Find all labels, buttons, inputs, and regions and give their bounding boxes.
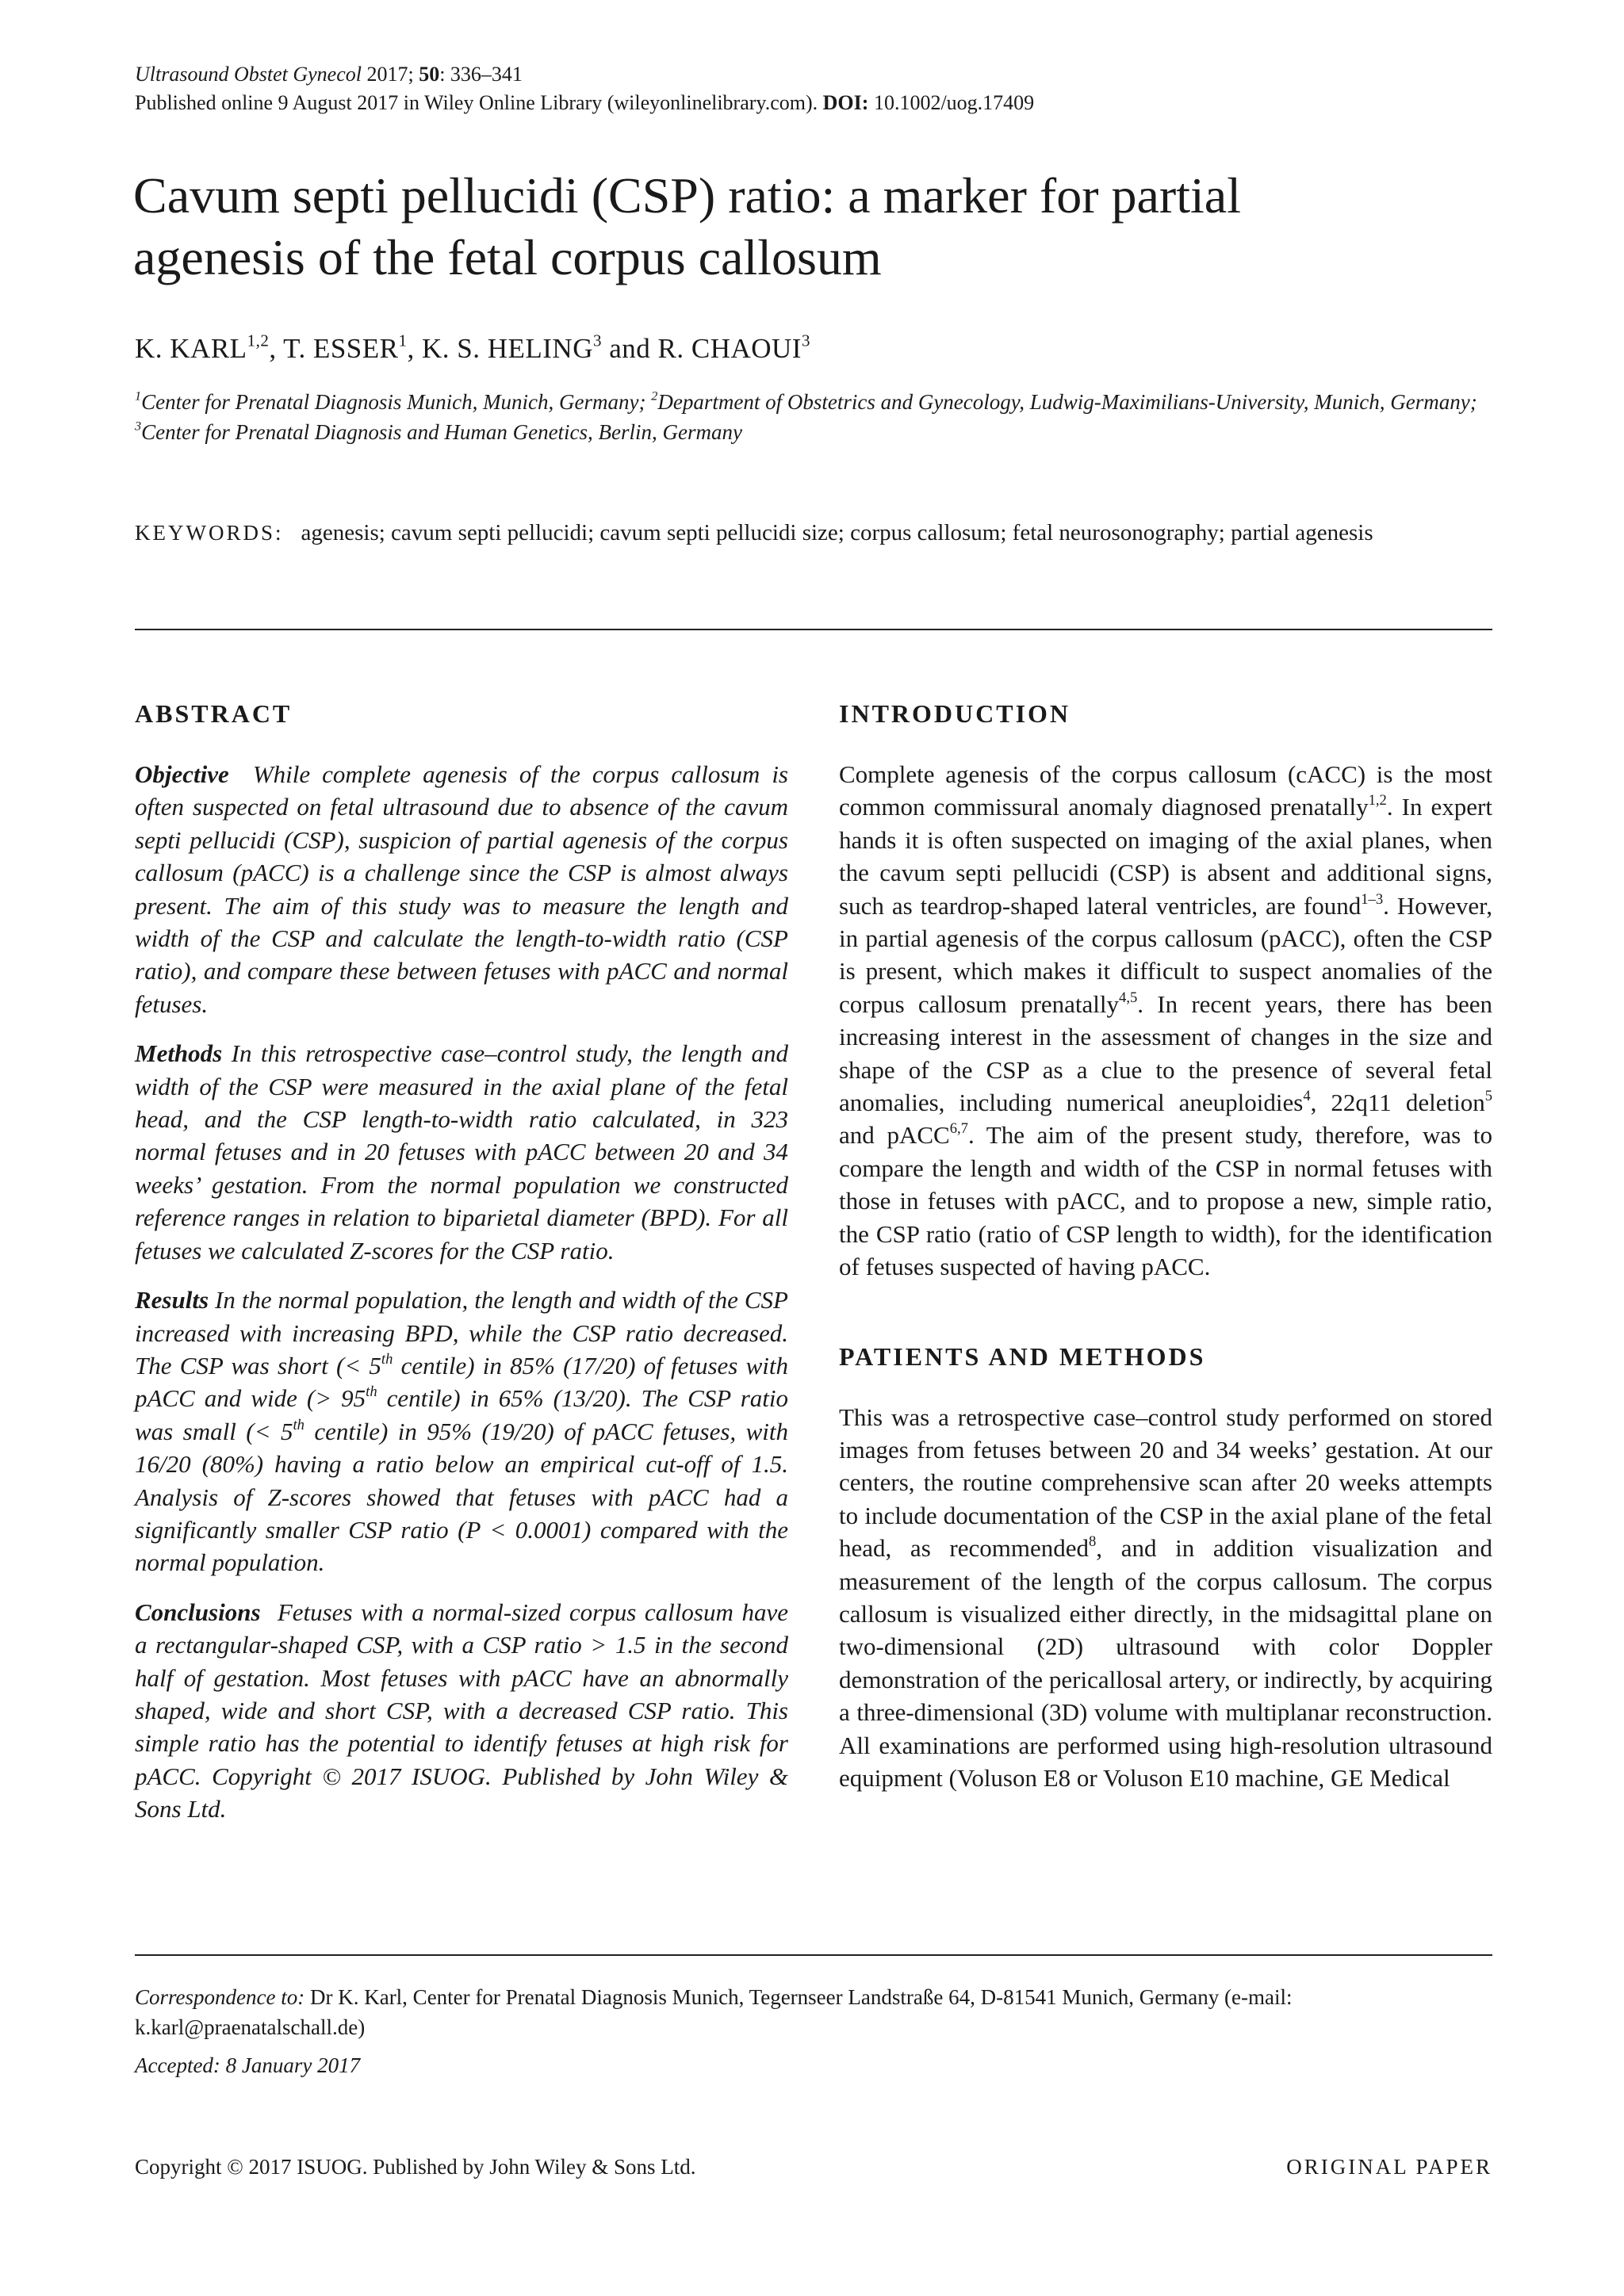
objective-label: Objective	[135, 760, 229, 788]
results-sup: th	[293, 1416, 304, 1433]
citation-line	[135, 60, 1499, 89]
results-text: centile) in 95% (19/20) of pACC fetuses, with 16/20 (80%) having a ratio below an empirical cut-off of 1.5. Analysis of Z-scores showed that fetuses with pACC had a significantly smaller CSP ratio (P < 0.0001) compared with the normal population.	[135, 1417, 788, 1577]
results-sup: th	[381, 1350, 393, 1368]
conclusions-label: Conclusions	[135, 1598, 261, 1626]
affiliations	[135, 387, 1499, 447]
author-sup: 1	[398, 331, 408, 350]
author-esser: , T. ESSER	[269, 333, 399, 364]
citation-sup: 6,7	[949, 1120, 968, 1138]
divider	[135, 1954, 1492, 1956]
title-line-2: agenesis of the fetal corpus callosum	[133, 229, 882, 285]
correspondence-label: Correspondence to:	[135, 1985, 305, 2009]
divider	[135, 629, 1492, 630]
citation-sup: 1–3	[1361, 890, 1384, 908]
methods-label: Methods	[135, 1039, 223, 1068]
methods-body-text: This was a retrospective case–control study performed on stored images from fetuses between 20 and 34 weeks’ gestation. At our centers, the routine comprehensive scan after 20 weeks attempts to include documentation of the CSP in the axial plane of the fetal head, as recommended	[839, 1402, 1492, 1563]
published-online: Published online 9 August 2017 in Wiley Online Library (wileyonlinelibrary.com).	[135, 91, 818, 114]
affil-sup: 1	[135, 388, 142, 404]
author-sup: 3	[592, 331, 602, 350]
intro-text: . In recent years, there has been increasing interest in the assessment of changes in the size and shape of the CSP as a clue to the presence of several fetal anomalies, including numerical aneuploidies	[839, 989, 1492, 1117]
author-list	[135, 333, 810, 365]
introduction-heading: INTRODUCTION	[839, 699, 1071, 728]
results-text: centile) in 85% (17/20) of fetuses with pACC and wide (> 95	[135, 1351, 788, 1413]
correspondence-text: Dr K. Karl, Center for Prenatal Diagnosis Munich, Tegernseer Landstraße 64, D-81541 Munich, Germany (e-mail: k.karl@praenatalschall.de)	[135, 1985, 1293, 2039]
results-sup: th	[366, 1383, 377, 1401]
publication-line	[135, 89, 1499, 117]
intro-text: . In expert hands it is often suspected on imaging of the axial planes, when the cavum septi pellucidi (CSP) is absent and additional signs, such as teardrop-shaped lateral ventricles, are found	[839, 793, 1492, 920]
methods-text: In this retrospective case–control study, the length and width of the CSP were measured in the axial plane of the fetal head, and the CSP length-to-width ratio calculated, in 323 normal fetuses and in 20 fetuses with pACC between 20 and 34 weeks’ gestation. From the normal population we constructed reference ranges in relation to biparietal diameter (BPD). For all fetuses we calculated Z-scores for the CSP ratio.	[135, 1039, 789, 1265]
accepted-date: Accepted: 8 January 2017	[135, 2053, 361, 2077]
footer-copyright: Copyright © 2017 ISUOG. Published by John Wiley & Sons Ltd.	[135, 2155, 696, 2179]
keywords-text: agenesis; cavum septi pellucidi; cavum septi pellucidi size; corpus callosum; fetal neurosonography; partial agenesis	[301, 520, 1373, 545]
intro-text: , 22q11 deletion	[1310, 1089, 1485, 1117]
affiliation-2: Department of Obstetrics and Gynecology, Ludwig-Maximilians-University, Munich, Germany;	[657, 390, 1477, 414]
author-heling: , K. S. HELING	[407, 333, 593, 364]
intro-text: . The aim of the present study, therefore, was to compare the length and width of the CSP in normal fetuses with those in fetuses with pACC, and to propose a new, simple ratio, the CSP ratio (ratio of CSP length to width), for the identification of fetuses suspected of having pACC.	[839, 1121, 1492, 1281]
results-text: In the normal population, the length and width of the CSP increased with increasing BPD, while the CSP ratio decreased. The CSP was short (< 5	[135, 1286, 788, 1380]
footer-article-type: ORIGINAL PAPER	[1286, 2155, 1492, 2179]
body-column	[839, 698, 1492, 1794]
affil-sup: 2	[651, 388, 658, 404]
citation-sup: 5	[1484, 1088, 1492, 1105]
journal-name: Ultrasound Obstet Gynecol	[135, 63, 362, 86]
abstract-conclusions	[135, 1596, 788, 1826]
objective-text: While complete agenesis of the corpus callosum is often suspected on fetal ultrasound due to absence of the cavum septi pellucidi (CSP), suspicion of partial agenesis of the corpus callosum (pACC) is a challenge since the CSP is almost always present. The aim of this study was to measure the length and width of the CSP and calculate the length-to-width ratio (CSP ratio), and compare these between fetuses with pACC and normal fetuses.	[135, 760, 788, 1018]
abstract-methods	[135, 1037, 788, 1267]
article-title	[133, 165, 1529, 289]
intro-text: and pACC	[839, 1121, 950, 1150]
author-chaoui: and R. CHAOUI	[601, 333, 802, 364]
journal-header	[135, 60, 1499, 117]
author-sup: 3	[801, 331, 810, 350]
doi-label: DOI:	[822, 91, 869, 114]
journal-pages: : 336–341	[439, 63, 523, 86]
citation-sup: 4	[1303, 1088, 1311, 1105]
abstract-column	[135, 698, 788, 1826]
results-label: Results	[135, 1286, 209, 1314]
methods-heading: PATIENTS AND METHODS	[839, 1341, 1206, 1371]
affiliation-3: Center for Prenatal Diagnosis and Human Genetics, Berlin, Germany	[141, 420, 743, 444]
abstract-heading: ABSTRACT	[135, 699, 293, 728]
doi-value: 10.1002/uog.17409	[873, 91, 1035, 114]
conclusions-text: Fetuses with a normal-sized corpus callosum have a rectangular-shaped CSP, with a CSP ratio > 1.5 in the second half of gestation. Most fetuses with pACC have an abnormally shaped, wide and short CSP, with a decreased CSP ratio. This simple ratio has the potential to identify fetuses at high risk for pACC. Copyright © 2017 ISUOG. Published by John Wiley & Sons Ltd.	[135, 1598, 789, 1823]
journal-year: 2017;	[366, 63, 414, 86]
correspondence	[135, 1982, 1492, 2042]
affil-sup: 3	[135, 419, 142, 434]
introduction-paragraph	[839, 758, 1492, 1284]
author-karl: K. KARL	[135, 333, 247, 364]
methods-paragraph	[839, 1401, 1492, 1795]
citation-sup: 1,2	[1368, 792, 1387, 809]
intro-text: . However, in partial agenesis of the corpus callosum (pACC), often the CSP is present, which makes it difficult to suspect anomalies of the corpus callosum prenatally	[839, 891, 1492, 1018]
journal-volume: 50	[419, 63, 440, 86]
results-text: centile) in 65% (13/20). The CSP ratio was small (< 5	[135, 1384, 788, 1445]
affiliation-1: Center for Prenatal Diagnosis Munich, Munich, Germany;	[141, 390, 652, 414]
intro-text: Complete agenesis of the corpus callosum (cACC) is the most common commissural anomaly diagnosed prenatally	[839, 760, 1492, 821]
keywords-label: KEYWORDS:	[135, 521, 284, 545]
author-sup: 1,2	[247, 331, 270, 350]
title-line-1: Cavum septi pellucidi (CSP) ratio: a marker for partial	[133, 167, 1241, 224]
abstract-results	[135, 1284, 788, 1579]
keywords	[135, 517, 1492, 549]
citation-sup: 4,5	[1119, 989, 1138, 1006]
methods-body-text: , and in addition visualization and measurement of the length of the corpus callosum. The corpus callosum is visualized either directly, in the midsagittal plane on two-dimensional (2D) ultrasound with color Doppler demonstration of the pericallosal artery, or indirectly, by acquiring a three-dimensional (3D) volume with multiplanar reconstruction. All examinations are performed using high-resolution ultrasound equipment (Voluson E8 or Voluson E10 machine, GE Medical	[839, 1534, 1492, 1792]
citation-sup: 8	[1089, 1533, 1097, 1551]
abstract-objective	[135, 758, 788, 1020]
